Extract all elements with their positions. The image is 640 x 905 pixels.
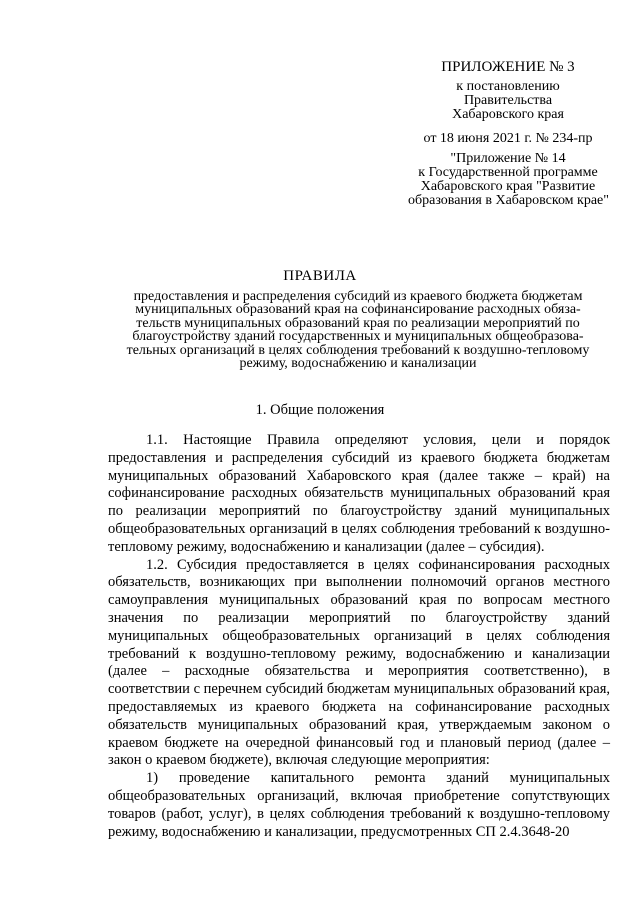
quote-header (408, 152, 608, 208)
section-heading: 1. Общие положения (255, 402, 385, 418)
quote-line: образования в Хабаровском крае" (408, 193, 609, 208)
subtitle-line: предоставления и распределения субсидий из краевого бюджета бюджетам (133, 289, 583, 304)
subtitle-line: благоустройству зданий государственных и муниципальных общеобразова- (132, 329, 584, 345)
paragraph: 1.2. Субсидия предоставляется в целях софинансирования расходных обязательств, возникающих при выполнении полномочий органов местного самоуправления муниципальных образований края по вопросам местного значения по реализации мероприятий по благоустройству зданий муниципальных общеобразовательных организаций в целях соблюдения требований к воздушно-тепловому режиму, водоснабжению и канализации (далее – расходные обязательства и мероприятия соответственно), в соответствии с перечнем субсидий бюджетам муниципальных образований края, предоставляемых из краевого бюджета на софинансирование расходных обязательств муниципальных образований края, утверждаемым законом о краевом бюджете на очередной финансовый год и плановый период (далее – закон о краевом бюджете), включая следующие мероприятия: (108, 556, 610, 769)
appendix-line: Хабаровского края (452, 107, 564, 122)
document-body (108, 432, 610, 841)
appendix-number: ПРИЛОЖЕНИЕ № 3 (441, 59, 575, 75)
subtitle-line: тельств муниципальных образований края по реализации мероприятий по (136, 315, 580, 331)
paragraph: 1.1. Настоящие Правила определяют условия, цели и порядок предоставления и распределения субсидий из краевого бюджета бюджетам муниципальных образований Хабаровского края (далее также – край) на софинансирование расходных обязательств муниципальных образований края по реализации мероприятий по благоустройству зданий муниципальных общеобразовательных организаций в целях соблюдения требований к воздушно-тепловому режиму, водоснабжению и канализации (далее – субсидия). (108, 432, 610, 555)
appendix-line: Правительства (463, 93, 553, 108)
quote-line: Хабаровского края "Развитие (420, 179, 596, 194)
document-subtitle (108, 290, 608, 370)
subtitle-line: тельных организаций в целях соблюдения требований к воздушно-тепловому (126, 342, 590, 358)
paragraph: 1) проведение капитального ремонта зданий муниципальных общеобразовательных организаций, включая приобретение сопутствующих товаров (работ, услуг), в целях соблюдения требований к воздушно-тепловому режиму, водоснабжению и канализации, предусмотренных СП 2.4.3648-20 (108, 770, 610, 840)
subtitle-line: муниципальных образований края на софинансирование расходных обяза- (135, 302, 581, 318)
document-title: ПРАВИЛА (283, 268, 357, 284)
appendix-line: к постановлению (456, 79, 560, 94)
quote-line: "Приложение № 14 (450, 151, 566, 166)
appendix-date: от 18 июня 2021 г. № 234-пр (423, 131, 593, 146)
quote-line: к Государственной программе (418, 165, 598, 180)
subtitle-line: режиму, водоснабжению и канализации (239, 356, 477, 372)
appendix-header (408, 60, 608, 146)
